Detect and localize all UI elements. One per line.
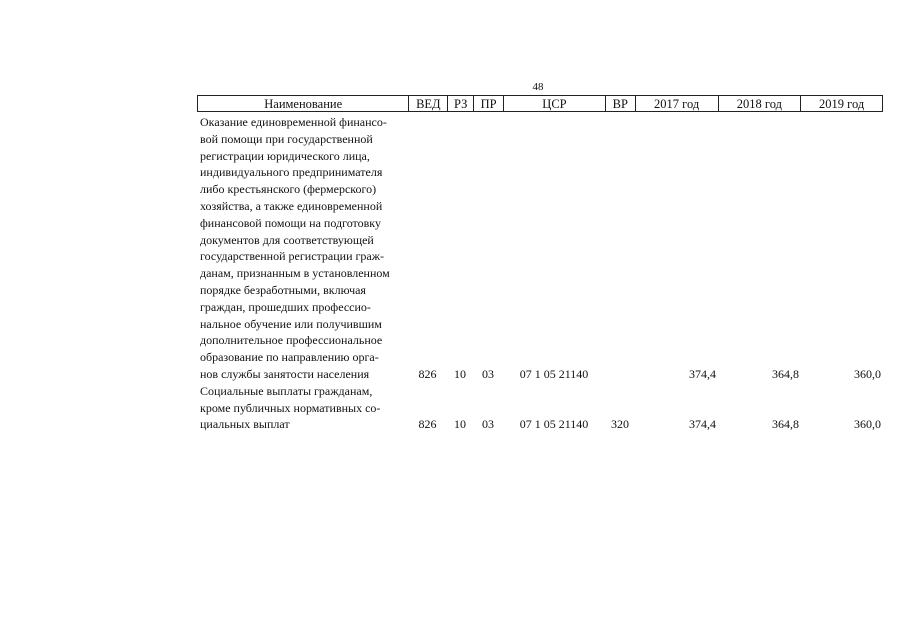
table-row [197,383,883,433]
row-name [197,383,408,433]
header-2018: 2018 год [718,96,801,111]
row-name-line: Социальные выплаты гражданам, [200,383,373,398]
row-name-line: финансовой помощи на подготовку [200,215,381,230]
row-csr: 07 1 05 21140 [519,417,589,432]
row-name-line: нальное обучение или получившим [200,316,382,331]
row-name-line: порядке безработными, включая [200,282,366,297]
header-vr: ВР [605,96,635,111]
table-row [197,114,883,383]
row-name-line: образование по направлению орга- [200,350,379,365]
row-name-line: индивидуального предпринимателя [200,165,383,180]
row-name-line: документов для соответствующей [200,232,374,247]
row-rz: 10 [454,366,466,381]
row-pr: 03 [482,417,494,432]
row-pr: 03 [482,366,494,381]
row-2017: 374,4 [689,366,716,381]
row-name-line: граждан, прошедших профессио- [200,299,371,314]
row-2018: 364,8 [772,366,799,381]
row-name-line: данам, признанным в установленном [200,266,390,281]
row-name-line: хозяйства, а также единовременной [200,198,383,213]
row-name-line: регистрации юридического лица, [200,148,370,163]
header-pr: ПР [473,96,503,111]
row-name [197,114,408,383]
row-ved: 826 [418,366,437,381]
row-name-line: вой помощи при государственной [200,131,373,146]
table-header [197,95,883,112]
budget-table [197,95,883,433]
row-name-line: государственной регистрации граж- [200,249,385,264]
row-name-line: дополнительное профессиональное [200,333,383,348]
row-name-line: Оказание единовременной финансо- [200,115,387,129]
row-name-line: нов службы занятости населения [200,366,370,381]
header-2019: 2019 год [800,96,882,111]
row-2017: 374,4 [689,417,716,432]
row-2019: 360,0 [854,417,881,432]
header-name: Наименование [264,97,343,111]
row-2019: 360,0 [854,366,881,381]
row-name-line: либо крестьянского (фермерского) [200,182,377,197]
row-vr: 320 [611,417,629,432]
row-rz: 10 [454,417,466,432]
row-ved: 826 [418,417,437,432]
header-2017: 2017 год [635,96,718,111]
header-rz: РЗ [447,96,473,111]
row-name-line: циальных выплат [200,417,290,432]
row-name-line: кроме публичных нормативных со- [200,400,381,415]
page-number: 48 [532,81,544,93]
header-ved: ВЕД [408,96,447,111]
row-csr: 07 1 05 21140 [519,366,589,381]
row-2018: 364,8 [772,417,799,432]
header-csr: ЦСР [503,96,605,111]
